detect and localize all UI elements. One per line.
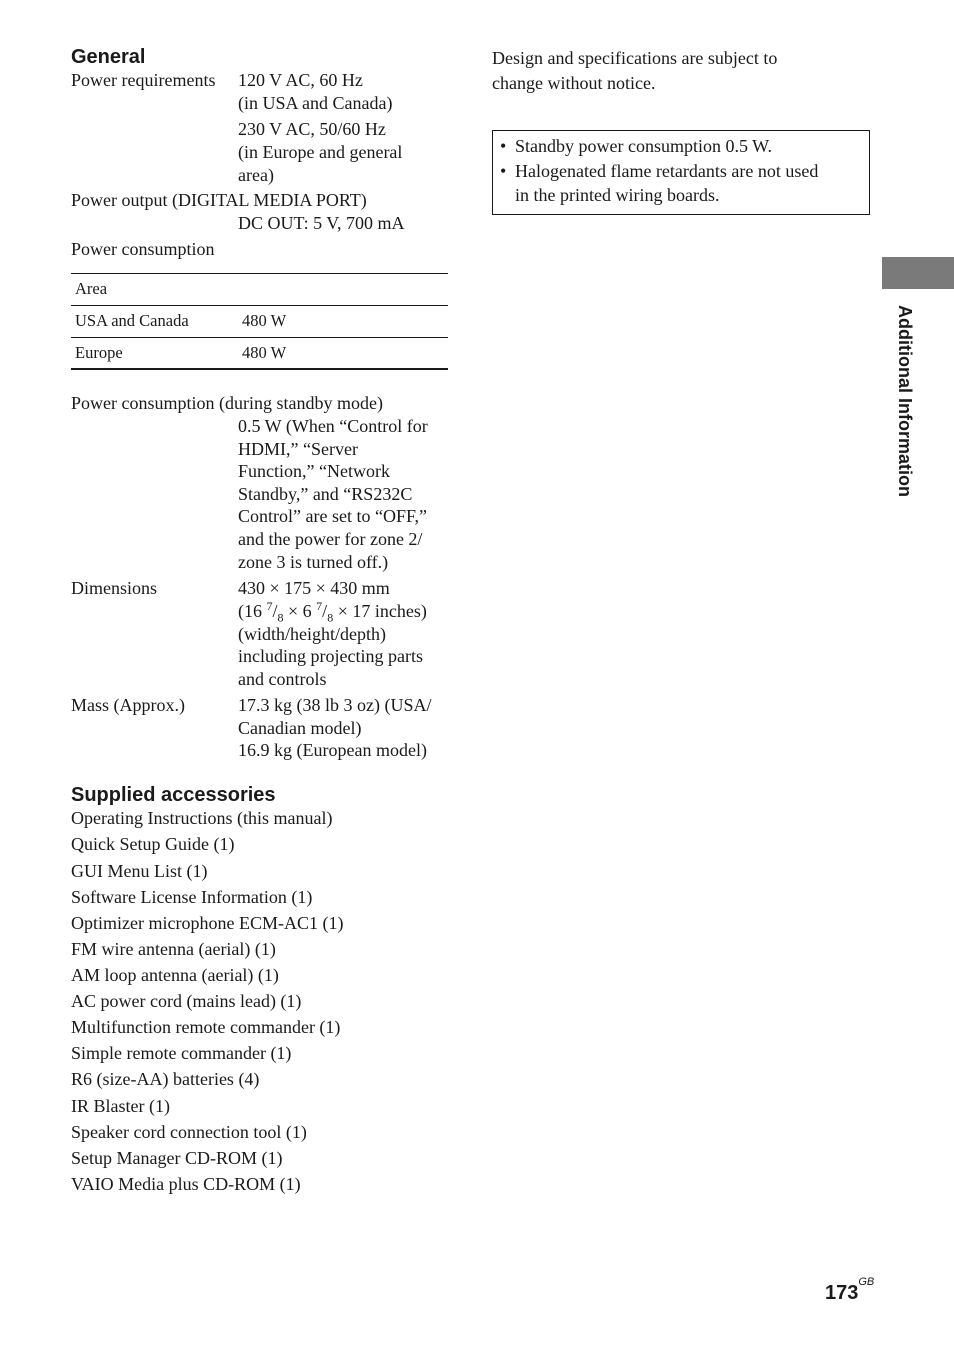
bullet-mark: • bbox=[500, 136, 507, 156]
note-item: in the printed wiring boards. bbox=[515, 185, 720, 205]
standby-value: zone 3 is turned off.) bbox=[238, 551, 389, 572]
accessory-item: IR Blaster (1) bbox=[71, 1096, 170, 1116]
power-requirements-label: Power requirements bbox=[71, 70, 216, 90]
table-cell-value: 480 W bbox=[242, 311, 287, 330]
table-rule bbox=[71, 337, 448, 338]
mass-value: Canadian model) bbox=[238, 717, 362, 738]
power-requirements-row bbox=[71, 69, 451, 189]
table-rule-top bbox=[71, 273, 448, 274]
dimensions-note: including projecting parts bbox=[238, 646, 423, 667]
standby-row bbox=[71, 392, 451, 577]
standby-label: Power consumption (during standby mode) bbox=[71, 393, 383, 413]
standby-value: HDMI,” “Server bbox=[238, 438, 358, 459]
table-rule bbox=[71, 305, 448, 306]
power-requirements-value: (in Europe and general bbox=[238, 142, 403, 162]
fraction-numerator: 7 bbox=[316, 599, 323, 613]
mass-row bbox=[71, 694, 451, 764]
dimensions-note: (width/height/depth) bbox=[238, 623, 386, 644]
general-heading: General bbox=[71, 46, 146, 68]
notice-line: change without notice. bbox=[492, 73, 656, 93]
fraction-denominator: 8 bbox=[277, 610, 284, 625]
dimensions-label: Dimensions bbox=[71, 578, 158, 598]
notice-text bbox=[492, 46, 777, 96]
power-requirements-value: 230 V AC, 50/60 Hz bbox=[238, 119, 386, 139]
dimensions-row bbox=[71, 577, 451, 693]
power-requirements-value: (in USA and Canada) bbox=[238, 93, 393, 113]
note-box bbox=[492, 130, 870, 215]
power-output-label: Power output (DIGITAL MEDIA PORT) bbox=[71, 190, 367, 210]
accessory-item: AC power cord (mains lead) (1) bbox=[71, 991, 302, 1011]
note-item: Halogenated flame retardants are not used bbox=[515, 161, 819, 181]
section-tab-marker bbox=[882, 257, 954, 289]
mass-label: Mass (Approx.) bbox=[71, 695, 185, 715]
side-tab-label bbox=[890, 305, 918, 525]
accessory-item: Multifunction remote commander (1) bbox=[71, 1017, 341, 1037]
power-requirements-value: 120 V AC, 60 Hz bbox=[238, 70, 363, 90]
fraction-denominator: 8 bbox=[327, 610, 334, 625]
page-number-value: 173 bbox=[825, 1282, 859, 1304]
dimensions-mm: 430 × 175 × 430 mm bbox=[238, 578, 390, 598]
accessory-item: R6 (size-AA) batteries (4) bbox=[71, 1069, 260, 1089]
dimensions-inches: (16 $^7/_8 \times 6$ $^7/_8 \times 17$ inches) bbox=[238, 599, 427, 625]
accessories-heading: Supplied accessories bbox=[71, 784, 276, 806]
standby-value: Control” are set to “OFF,” bbox=[238, 506, 428, 527]
power-output-value: DC OUT: 5 V, 700 mA bbox=[238, 213, 405, 233]
table-cell-area: Europe bbox=[75, 343, 123, 362]
accessory-item: Software License Information (1) bbox=[71, 887, 313, 907]
accessory-item: Operating Instructions (this manual) bbox=[71, 808, 333, 828]
accessory-item: AM loop antenna (aerial) (1) bbox=[71, 965, 279, 985]
mass-value: 16.9 kg (European model) bbox=[238, 740, 427, 761]
power-output-row bbox=[71, 189, 451, 235]
side-tab-text: Additional Information bbox=[895, 305, 915, 497]
bullet-mark: • bbox=[500, 161, 507, 181]
standby-value: Function,” “Network bbox=[238, 461, 390, 482]
dimensions-inch-text: × 17 inches) bbox=[333, 601, 427, 621]
note-item: Standby power consumption 0.5 W. bbox=[515, 136, 772, 156]
accessory-item: GUI Menu List (1) bbox=[71, 861, 208, 881]
page-number-suffix: GB bbox=[858, 1276, 875, 1289]
table-cell-value: 480 W bbox=[242, 343, 287, 362]
accessory-item: VAIO Media plus CD-ROM (1) bbox=[71, 1174, 301, 1194]
accessory-item: Simple remote commander (1) bbox=[71, 1043, 292, 1063]
standby-value: and the power for zone 2/ bbox=[238, 529, 423, 549]
power-consumption-label: Power consumption bbox=[71, 239, 215, 259]
standby-value: 0.5 W (When “Control for bbox=[238, 416, 428, 436]
fraction-numerator: 7 bbox=[266, 599, 273, 613]
table-cell-area: USA and Canada bbox=[75, 311, 189, 330]
table-rule-bottom bbox=[71, 368, 448, 370]
dimensions-inch-text: (16 bbox=[238, 601, 267, 621]
dimensions-note: and controls bbox=[238, 668, 327, 689]
dimensions-inch-text: × 6 bbox=[283, 601, 317, 621]
notice-line: Design and specifications are subject to bbox=[492, 48, 778, 68]
accessory-item: Setup Manager CD-ROM (1) bbox=[71, 1148, 283, 1168]
standby-value: Standby,” and “RS232C bbox=[238, 483, 413, 504]
power-requirements-value: area) bbox=[238, 165, 274, 185]
accessory-item: Quick Setup Guide (1) bbox=[71, 834, 235, 854]
accessory-item: FM wire antenna (aerial) (1) bbox=[71, 939, 276, 959]
page-number bbox=[825, 1276, 875, 1305]
table-header-area: Area bbox=[75, 279, 108, 298]
accessory-item: Optimizer microphone ECM-AC1 (1) bbox=[71, 913, 344, 933]
accessory-item: Speaker cord connection tool (1) bbox=[71, 1122, 307, 1142]
mass-value: 17.3 kg (38 lb 3 oz) (USA/ bbox=[238, 695, 432, 715]
